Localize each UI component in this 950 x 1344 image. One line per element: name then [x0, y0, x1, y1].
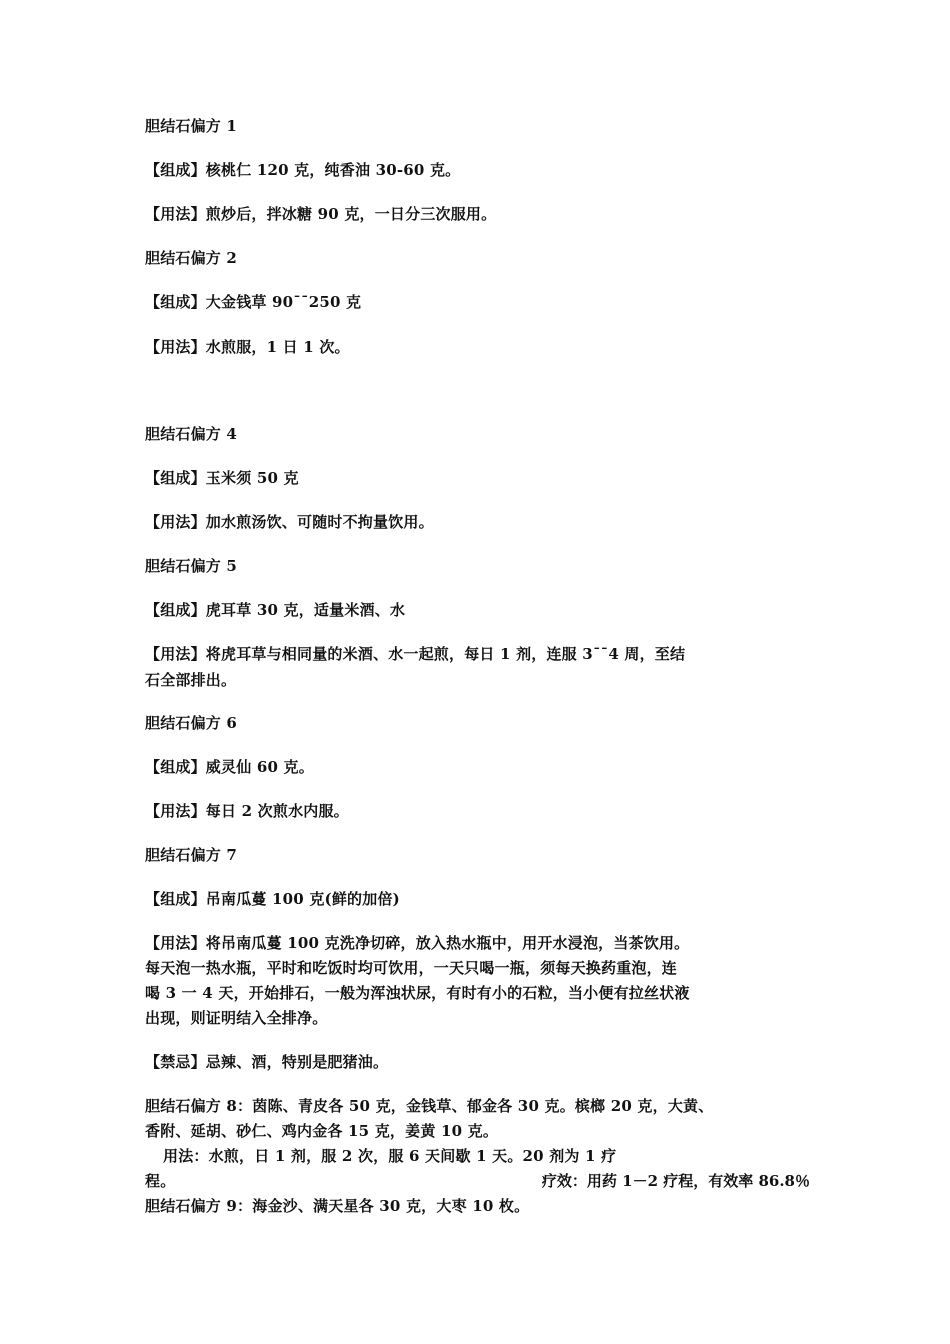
recipe-7-usage-line-3: 喝 3 一 4 天，开始排石，一般为浑浊状尿，有时有小的石粒，当小便有拉丝状液	[145, 984, 690, 1002]
recipe-5-usage-line-1: 【用法】将虎耳草与相同量的米酒、水一起煎，每日 1 剂，连服 3¯¯4 周，至结	[145, 645, 686, 663]
recipe-1-usage: 【用法】煎炒后，拌冰糖 90 克，一日分三次服用。	[145, 205, 497, 223]
recipe-9-line-1: 胆结石偏方 9：海金沙、满天星各 30 克，大枣 10 枚。	[145, 1197, 530, 1215]
recipe-8-line-1: 胆结石偏方 8：茵陈、青皮各 50 克，金钱草、郁金各 30 克。槟榔 20 克，大黄、	[145, 1097, 714, 1115]
recipe-2-composition: 【组成】大金钱草 90¯¯250 克	[145, 293, 362, 311]
recipe-7-taboo: 【禁忌】忌辣、酒，特别是肥猪油。	[145, 1053, 389, 1071]
recipe-7-usage-line-1: 【用法】将吊南瓜蔓 100 克洗净切碎，放入热水瓶中，用开水浸泡，当茶饮用。	[145, 934, 690, 952]
recipe-1-composition: 【组成】核桃仁 120 克，纯香油 30-60 克。	[145, 161, 461, 179]
recipe-2-usage: 【用法】水煎服，1 日 1 次。	[145, 338, 350, 356]
recipe-6-title: 胆结石偏方 6	[145, 714, 238, 732]
recipe-7-composition: 【组成】吊南瓜蔓 100 克(鲜的加倍)	[145, 890, 400, 908]
recipe-4-title: 胆结石偏方 4	[145, 425, 238, 443]
recipe-8-usage: 用法：水煎，日 1 剂，服 2 次，服 6 天间歇 1 天。20 剂为 1 疗	[163, 1147, 617, 1165]
recipe-4-composition: 【组成】玉米须 50 克	[145, 469, 299, 487]
recipe-5-composition: 【组成】虎耳草 30 克，适量米酒、水	[145, 601, 406, 619]
recipe-8-usage-end: 程。	[145, 1172, 176, 1190]
recipe-1-title: 胆结石偏方 1	[145, 117, 238, 135]
recipe-7-usage-line-2: 每天泡一热水瓶，平时和吃饭时均可饮用，一天只喝一瓶，须每天换药重泡，连	[145, 959, 678, 977]
recipe-6-composition: 【组成】威灵仙 60 克。	[145, 758, 314, 776]
recipe-7-usage-line-4: 出现，则证明结入全排净。	[145, 1009, 328, 1027]
recipe-5-usage-line-2: 石全部排出。	[145, 671, 237, 689]
recipe-8-line-2: 香附、延胡、砂仁、鸡内金各 15 克，姜黄 10 克。	[145, 1122, 499, 1140]
recipe-2-title: 胆结石偏方 2	[145, 249, 238, 267]
recipe-6-usage: 【用法】每日 2 次煎水内服。	[145, 802, 349, 820]
recipe-4-usage: 【用法】加水煎汤饮、可随时不拘量饮用。	[145, 513, 434, 531]
recipe-7-title: 胆结石偏方 7	[145, 846, 238, 864]
recipe-8-efficacy: 疗效：用药 1－2 疗程，有效率 86.8％	[541, 1172, 810, 1190]
recipe-5-title: 胆结石偏方 5	[145, 557, 238, 575]
